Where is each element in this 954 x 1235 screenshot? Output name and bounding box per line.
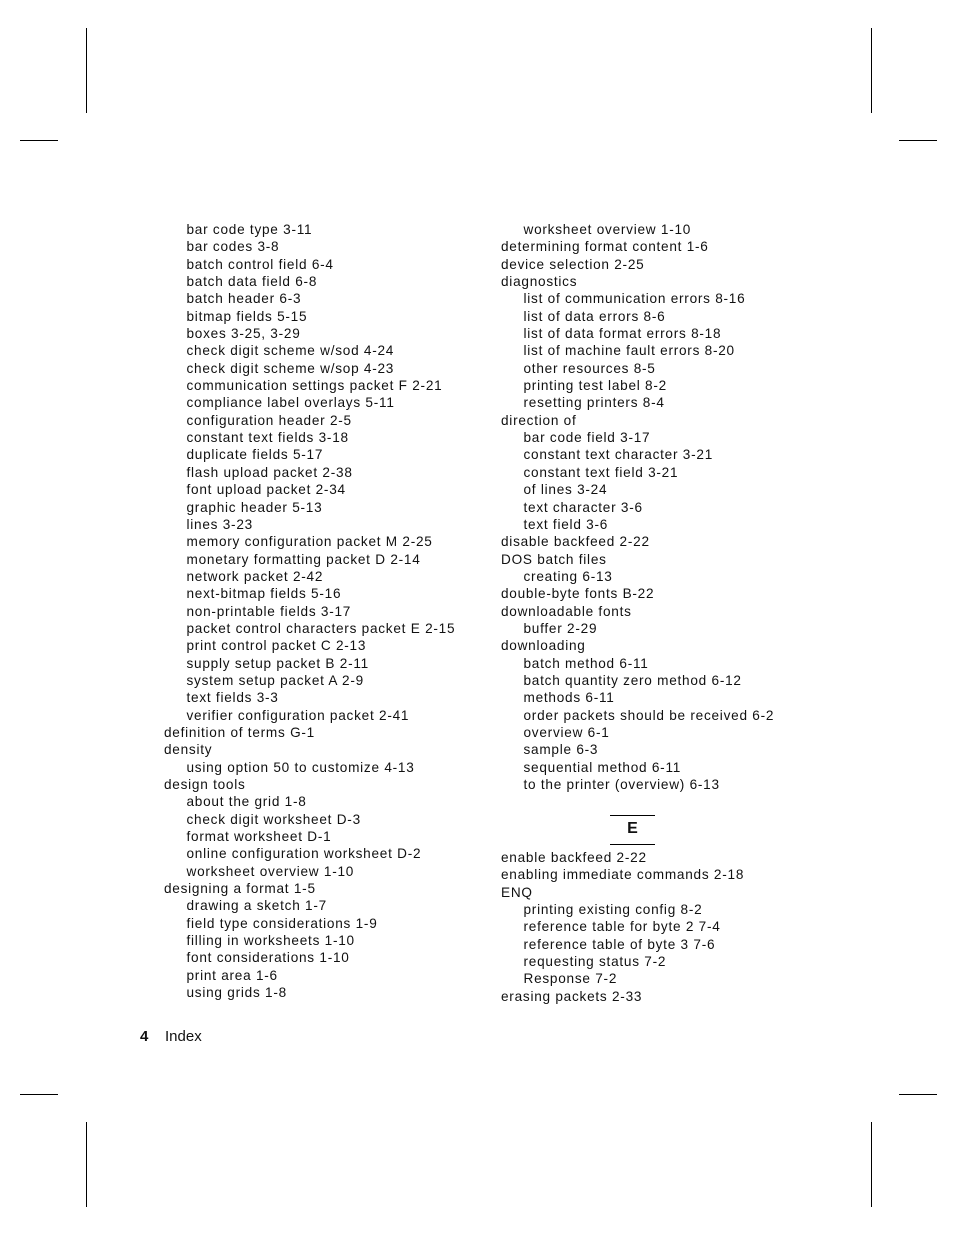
- crop-mark: [20, 140, 58, 141]
- index-subentry: non-printable fields 3-17: [186, 603, 352, 619]
- index-subentry: print area 1-6: [186, 967, 278, 983]
- index-entry: device selection 2-25: [501, 256, 645, 272]
- index-entry: diagnostics: [501, 274, 578, 290]
- index-subentry: to the printer (overview) 6-13: [523, 777, 720, 792]
- footer-label: Index: [165, 1028, 202, 1045]
- index-entry: enabling immediate commands 2-18: [501, 867, 745, 883]
- index-subentry: worksheet overview 1-10: [523, 222, 692, 237]
- index-subentry: bar codes 3-8: [186, 239, 280, 255]
- index-subentry: batch control field 6-4: [186, 256, 334, 272]
- index-subentry: check digit worksheet D-3: [186, 811, 361, 827]
- index-subentry: bitmap fields 5-15: [186, 308, 308, 324]
- index-subentry: creating 6-13: [523, 568, 613, 584]
- index-subentry: constant text field 3-21: [523, 464, 679, 480]
- index-subentry: using option 50 to customize 4-13: [186, 759, 415, 775]
- index-subentry: batch header 6-3: [186, 291, 302, 307]
- index-subentry: text fields 3-3: [186, 690, 279, 706]
- index-entry: DOS batch files: [501, 551, 607, 567]
- index-subentry: font upload packet 2-34: [186, 482, 346, 498]
- index-entry: enable backfeed 2-22: [501, 850, 647, 865]
- index-subentry: order packets should be received 6-2: [523, 707, 775, 723]
- crop-mark: [899, 140, 937, 141]
- page-number: 4: [140, 1028, 149, 1045]
- crop-mark: [899, 1094, 937, 1095]
- index-subentry: worksheet overview 1-10: [186, 863, 355, 879]
- index-subentry: configuration header 2-5: [186, 412, 352, 428]
- index-entry: ENQ: [501, 884, 533, 900]
- index-column-left: [164, 221, 484, 1001]
- index-subentry: packet control characters packet E 2-15: [186, 620, 456, 636]
- index-entry: design tools: [164, 777, 246, 792]
- section-rule-bottom: [610, 844, 655, 845]
- index-subentry: about the grid 1-8: [186, 794, 307, 810]
- index-subentry: filling in worksheets 1-10: [186, 933, 355, 949]
- index-subentry: batch data field 6-8: [186, 274, 318, 290]
- index-subentry: list of data format errors 8-18: [523, 326, 722, 342]
- index-subentry: lines 3-23: [186, 516, 253, 532]
- index-subentry: verifier configuration packet 2-41: [186, 707, 410, 723]
- index-entry: determining format content 1-6: [501, 239, 709, 255]
- index-subentry: printing test label 8-2: [523, 378, 667, 394]
- index-subentry: reference table of byte 3 7-6: [523, 936, 716, 952]
- section-letter: E: [627, 820, 638, 837]
- index-subentry: system setup packet A 2-9: [186, 672, 364, 688]
- index-subentry: bar code field 3-17: [523, 430, 651, 446]
- index-subentry: duplicate fields 5-17: [186, 447, 324, 463]
- index-entry: downloadable fonts: [501, 603, 632, 619]
- crop-mark: [871, 28, 872, 113]
- index-subentry: online configuration worksheet D-2: [186, 846, 422, 862]
- crop-mark: [871, 1122, 872, 1207]
- index-subentry: constant text character 3-21: [523, 447, 714, 463]
- index-subentry: of lines 3-24: [523, 482, 608, 498]
- index-subentry: list of communication errors 8-16: [523, 291, 746, 307]
- index-subentry: batch quantity zero method 6-12: [523, 672, 742, 688]
- index-subentry: requesting status 7-2: [523, 954, 667, 970]
- crop-mark: [20, 1094, 58, 1095]
- index-subentry: sequential method 6-11: [523, 759, 682, 775]
- index-subentry: resetting printers 8-4: [523, 395, 665, 411]
- index-entry: disable backfeed 2-22: [501, 534, 650, 550]
- index-subentry: Response 7-2: [523, 971, 618, 987]
- index-subentry: sample 6-3: [523, 742, 599, 758]
- index-subentry: next-bitmap fields 5-16: [186, 586, 342, 602]
- index-subentry: overview 6-1: [523, 724, 610, 740]
- index-subentry: list of data errors 8-6: [523, 308, 666, 324]
- index-subentry: monetary formatting packet D 2-14: [186, 551, 421, 567]
- index-subentry: font considerations 1-10: [186, 950, 350, 966]
- index-subentry: memory configuration packet M 2-25: [186, 534, 433, 550]
- index-subentry: batch method 6-11: [523, 655, 649, 671]
- index-subentry: text character 3-6: [523, 499, 643, 515]
- index-subentry: using grids 1-8: [186, 985, 287, 1001]
- index-subentry: check digit scheme w/sod 4-24: [186, 343, 395, 359]
- index-entry: designing a format 1-5: [164, 881, 316, 897]
- crop-mark: [86, 28, 87, 113]
- index-entry: definition of terms G-1: [164, 724, 315, 740]
- index-entry: downloading: [501, 638, 586, 654]
- index-entry: direction of: [501, 412, 577, 428]
- index-subentry: list of machine fault errors 8-20: [523, 343, 735, 359]
- index-subentry: flash upload packet 2-38: [186, 464, 353, 480]
- index-subentry: print control packet C 2-13: [186, 638, 367, 654]
- index-subentry: boxes 3-25, 3-29: [186, 326, 301, 342]
- index-subentry: check digit scheme w/sop 4-23: [186, 360, 395, 376]
- index-subentry: reference table for byte 2 7-4: [523, 919, 721, 935]
- index-subentry: format worksheet D-1: [186, 829, 332, 845]
- index-subentry: network packet 2-42: [186, 568, 324, 584]
- index-subentry: graphic header 5-13: [186, 499, 323, 515]
- index-subentry: constant text fields 3-18: [186, 430, 349, 446]
- index-subentry: field type considerations 1-9: [186, 915, 378, 931]
- index-subentry: communication settings packet F 2-21: [186, 378, 443, 394]
- index-entry: density: [164, 742, 213, 758]
- index-section-e: [501, 849, 801, 1005]
- index-column-right: [501, 221, 801, 793]
- crop-mark: [86, 1122, 87, 1207]
- index-entry: double-byte fonts B-22: [501, 586, 655, 602]
- index-subentry: printing existing config 8-2: [523, 902, 703, 918]
- index-entry: erasing packets 2-33: [501, 988, 643, 1004]
- index-subentry: buffer 2-29: [523, 620, 598, 636]
- index-subentry: bar code type 3-11: [186, 222, 313, 237]
- index-subentry: drawing a sketch 1-7: [186, 898, 327, 914]
- index-subentry: supply setup packet B 2-11: [186, 655, 369, 671]
- index-subentry: compliance label overlays 5-11: [186, 395, 395, 411]
- section-rule-top: [610, 815, 655, 816]
- index-subentry: methods 6-11: [523, 690, 615, 706]
- index-subentry: other resources 8-5: [523, 360, 656, 376]
- index-subentry: text field 3-6: [523, 516, 609, 532]
